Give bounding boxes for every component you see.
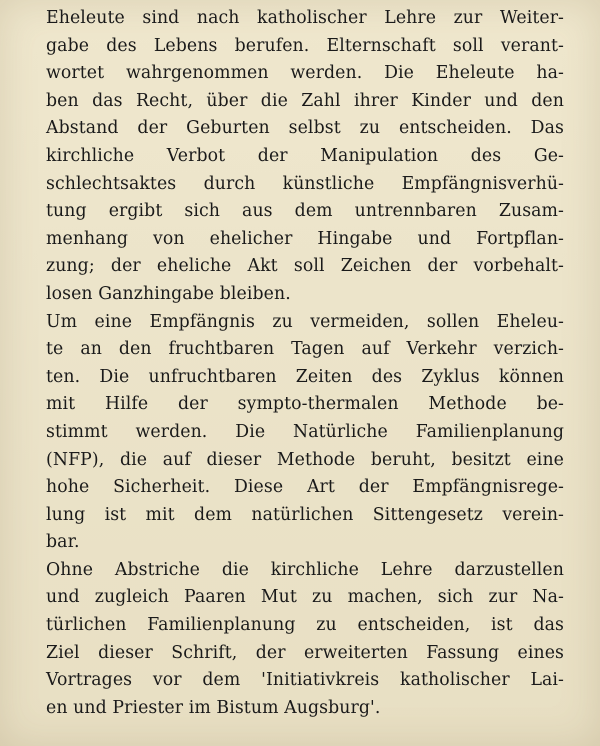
text-line: ben das Recht, über die Zahl ihrer Kinder und den [46,90,564,111]
paragraph-1 [46,5,564,309]
text-line: Vortrages vor dem 'Initiativkreis katholischer Lai- [46,670,564,691]
text-line: Um eine Empfängnis zu vermeiden, sollen Eheleu- [46,311,564,332]
text-line: Abstand der Geburten selbst zu entscheiden. Das [46,118,564,139]
text-line: mit Hilfe der sympto-thermalen Methode be- [46,394,564,415]
text-line: stimmt werden. Die Natürliche Familienplanung [46,421,564,442]
paragraph-3 [46,557,564,723]
text-line: tung ergibt sich aus dem untrennbaren Zusam- [46,201,564,222]
body-text [46,5,564,722]
text-line: zung; der eheliche Akt soll Zeichen der vorbehalt- [46,256,564,277]
text-line: schlechtsaktes durch künstliche Empfängnisverhü- [46,173,564,194]
text-line: menhang von ehelicher Hingabe und Fortpflan- [46,228,564,249]
paragraph-2 [46,309,564,557]
text-line: türlichen Familienplanung zu entscheiden, ist das [46,615,564,636]
text-line: wortet wahrgenommen werden. Die Eheleute ha- [46,63,564,84]
text-line: bar. [46,532,80,553]
text-line: Ohne Abstriche die kirchliche Lehre darzustellen [46,559,564,580]
text-line: Eheleute sind nach katholischer Lehre zur Weiter- [46,8,564,28]
text-line: kirchliche Verbot der Manipulation des Ge- [46,145,564,166]
text-line: lung ist mit dem natürlichen Sittengesetz verein- [46,504,564,525]
text-line: ten. Die unfruchtbaren Zeiten des Zyklus können [46,366,564,387]
text-line: en und Priester im Bistum Augsburg'. [46,697,381,718]
text-line: hohe Sicherheit. Diese Art der Empfängnisrege- [46,477,564,498]
text-line: losen Ganzhingabe bleiben. [46,283,291,304]
text-line: und zugleich Paaren Mut zu machen, sich zur Na- [46,587,564,608]
text-line: (NFP), die auf dieser Methode beruht, besitzt eine [46,449,564,470]
text-line: Ziel dieser Schrift, der erweiterten Fassung eines [46,642,564,663]
text-line: te an den fruchtbaren Tagen auf Verkehr verzich- [46,339,564,360]
text-line: gabe des Lebens berufen. Elternschaft soll verant- [46,35,564,56]
